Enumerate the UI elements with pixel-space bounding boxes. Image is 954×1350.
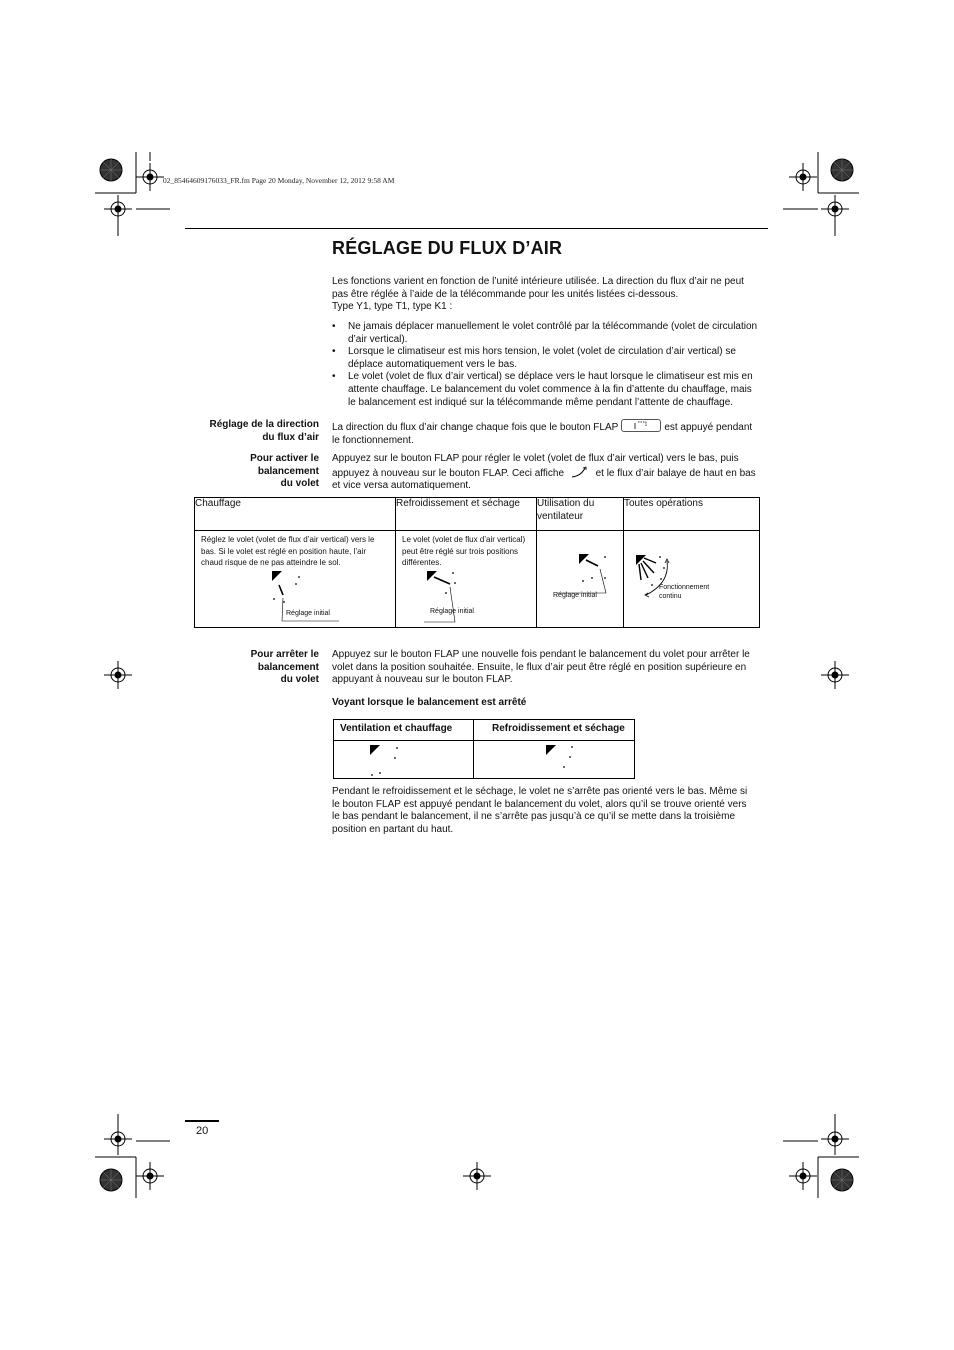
text: appuyant à nouveau sur le bouton FLAP. [332, 674, 513, 686]
closing-paragraph [332, 786, 762, 836]
page-number: 20 [196, 1125, 209, 1137]
cell-ventilation-indicator [334, 741, 474, 779]
list-item: • Ne jamais déplacer manuellement le volet contrôlé par la télécommande (volet de circulation d’air vertical). [332, 321, 762, 346]
bullet-list [332, 321, 762, 409]
top-rule [185, 228, 768, 229]
text: est appuyé pendant [664, 422, 753, 433]
indicator-heading: Voyant lorsque le balancement est arrêté [332, 697, 527, 708]
text: Pendant le refroidissement et le séchage, le volet ne s’arrête pas orienté vers le bas. Même si [332, 786, 748, 797]
header-ventilation-heating: Ventilation et chauffage [334, 720, 474, 741]
text: Appuyez sur le bouton FLAP une nouvelle fois pendant le balancement du volet pour arrêter le [332, 649, 750, 660]
text: volet dans la position souhaitée. Ensuite, le flux d’air peut être réglé en position supérieure en [332, 661, 747, 673]
text: appuyez à nouveau sur le bouton FLAP. Ceci affiche [332, 467, 565, 479]
cell-heating [195, 531, 396, 628]
label-initial: Réglage initial [286, 610, 330, 617]
header-cooling: Refroidissement et séchage [396, 498, 537, 531]
text: le bas pendant le balancement, il ne s’arrête pas jusqu’à ce qu’il se mette dans la troisième [332, 811, 736, 823]
label-line: Pour activer le [250, 453, 319, 464]
label-continuous [659, 583, 709, 601]
cell-fan [537, 531, 624, 628]
label-line: Pour arrêter le [250, 649, 319, 660]
header-all: Toutes opérations [624, 498, 760, 531]
label-line: du volet [280, 478, 319, 490]
section-label-direction [194, 419, 319, 444]
label-line: du flux d’air [262, 431, 319, 443]
label-initial: Réglage initial [553, 592, 597, 599]
flap-button-icon [621, 419, 661, 432]
cooling-text: Le volet (volet de flux d’air vertical) peut être réglé sur trois positions différentes. [402, 535, 526, 567]
page-title: RÉGLAGE DU FLUX D’AIR [332, 238, 563, 258]
header-cooling-drying: Refroidissement et séchage [474, 720, 635, 741]
label-line: Réglage de la direction [209, 419, 319, 430]
heating-text: Réglez le volet (volet de flux d’air vertical) vers le bas. Si le volet est réglé en position haute, l’air chaud risque de ne pas atteindre le sol. [201, 535, 375, 567]
header-fan: Utilisation du ventilateur [537, 498, 624, 531]
cell-all [624, 531, 760, 628]
text: position en partant du haut. [332, 823, 454, 835]
label-initial: Réglage initial [430, 608, 474, 615]
text: le fonctionnement. [332, 434, 414, 446]
cell-cooling [396, 531, 537, 628]
file-info: 02_85464609176033_FR.fm Page 20 Monday, November 12, 2012 9:58 AM [163, 176, 395, 185]
swing-icon [569, 466, 591, 478]
header-heating: Chauffage [195, 498, 396, 531]
cell-cooling-indicator [474, 741, 635, 779]
section-label-activate [194, 453, 319, 491]
label-line: du volet [280, 674, 319, 686]
text: le bouton FLAP est appuyé pendant le balancement du volet, alors qu’il se trouve orienté vers [332, 798, 747, 810]
section-text-activate [332, 453, 762, 493]
text: Appuyez sur le bouton FLAP pour régler le volet (volet de flux d’air vertical) vers le bas, puis [332, 453, 739, 464]
text: et vice versa automatiquement. [332, 480, 471, 492]
label-line: Fonctionnement [659, 584, 710, 591]
bottom-rule [185, 1120, 219, 1122]
operation-table [194, 497, 760, 628]
louver-icon [544, 743, 604, 781]
section-text-direction [332, 419, 762, 447]
louver-icon [368, 743, 428, 781]
intro-line-2: pas être réglée à l’aide de la télécommande pour les unités listées ci-dessous. [332, 288, 679, 300]
list-item: • Le volet (volet de flux d’air vertical) se déplace vers le haut lorsque le climatiseur est mis en attente chauffage. Le balancement du volet commence à la fin d’attente du chauffage, mais le balancement est indiqué sur la télécommande même pendant l’attente de chauffage. [332, 371, 762, 409]
label-line: balancement [257, 661, 319, 673]
section-text-stop [332, 649, 762, 687]
louver-icon [424, 569, 554, 627]
indicator-table [333, 719, 635, 779]
louver-icon [545, 551, 625, 611]
text: et le flux d’air balaye de haut en bas [595, 467, 756, 479]
text: La direction du flux d’air change chaque fois que le bouton FLAP [332, 422, 619, 433]
label-line: balancement [257, 465, 319, 477]
intro-line-3: Type Y1, type T1, type K1 : [332, 301, 453, 313]
intro-line-1: Les fonctions varient en fonction de l’unité intérieure utilisée. La direction du flux d’air ne peut [332, 276, 744, 287]
intro-paragraph [332, 276, 772, 314]
label-line: continu [659, 593, 682, 600]
list-item: • Lorsque le climatiseur est mis hors tension, le volet (volet de circulation d’air vertical) se déplace automatiquement vers le bas. [332, 346, 762, 371]
section-label-stop [194, 649, 319, 687]
